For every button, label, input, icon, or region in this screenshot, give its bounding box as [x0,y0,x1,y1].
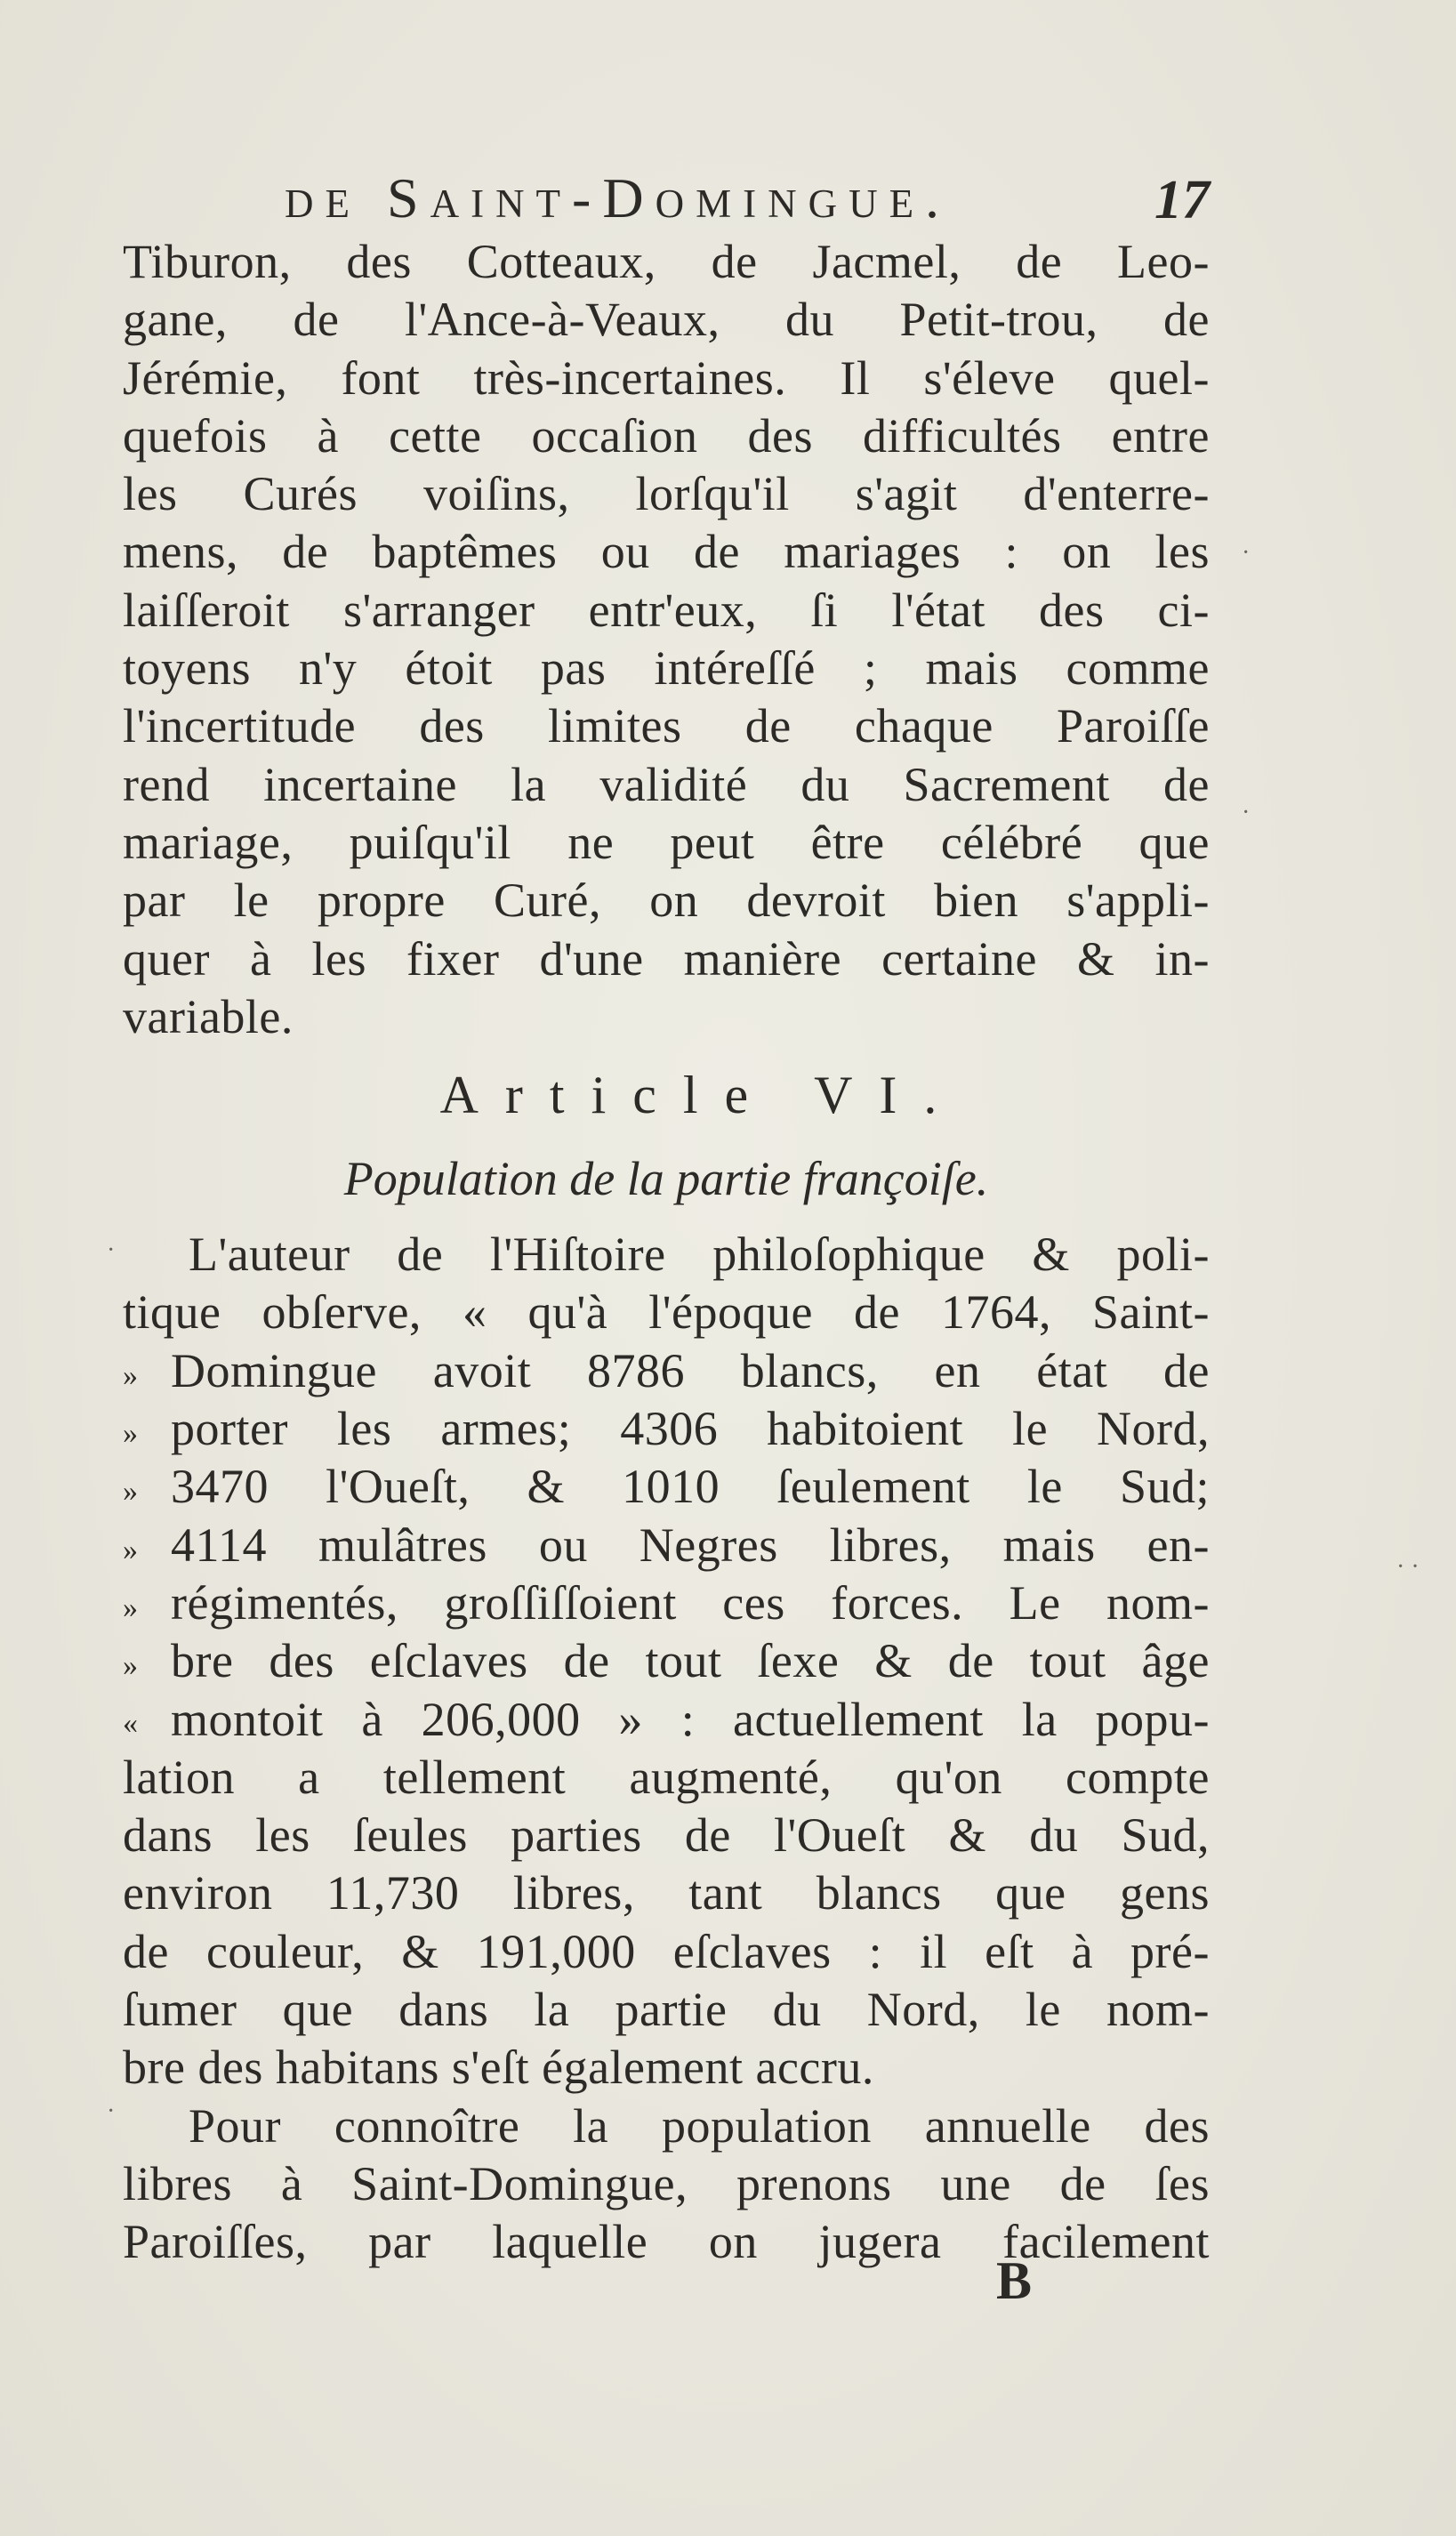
text-line-content: bre des eſclaves de tout ſexe & de tout âge [171,1634,1210,1688]
text-line: l'incertitude des limites de chaque Paroiſſe [123,699,1210,753]
text-line: Pour connoître la population annuelle des [189,2098,1210,2153]
text-line: lation a tellement augmenté, qu'on compte [123,1750,1210,1804]
text-line: par le propre Curé, on devroit bien s'appli- [123,874,1210,928]
quote-mark: » [123,1358,139,1392]
quote-mark: » [123,1475,139,1509]
text-line: L'auteur de l'Hiſtoire philoſophique & poli- [189,1228,1210,1282]
quote-mark: » [123,1649,139,1683]
signature-mark: B [996,2251,1033,2310]
text-line-content: porter les armes; 4306 habitoient le Nord, [171,1402,1210,1456]
text-line-content: 3470 l'Oueſt, & 1010 ſeulement le Sud; [171,1460,1210,1514]
text-line [123,1632,1210,1690]
text-line: les Curés voiſins, lorſqu'il s'agit d'enterre- [123,467,1210,521]
text-line: gane, de l'Ance-à-Veaux, du Petit-trou, de [123,293,1210,347]
text-line: mariage, puiſqu'il ne peut être célébré que [123,815,1210,869]
text-line-content: montoit à 206,000 » : actuellement la popu- [171,1692,1210,1746]
text-line: laiſſeroit s'arranger entr'eux, ſi l'état des ci- [123,583,1210,637]
running-head-title: de Saint-Domingue. [285,166,952,229]
text-line-content: 4114 mulâtres ou Negres libres, mais en- [171,1518,1210,1572]
quote-mark: » [123,1533,139,1566]
text-line-content: Domingue avoit 8786 blancs, en état de [171,1343,1210,1397]
stray-mark: · [107,2097,116,2125]
text-line: dans les ſeules parties de l'Oueſt & du Sud, [123,1808,1210,1863]
text-line [123,1691,1210,1749]
article-subtitle: Population de la partie françoiſe. [343,1152,989,1206]
text-line: ſumer que dans la partie du Nord, le nom- [123,1983,1210,2037]
text-line [123,1400,1210,1458]
text-line: toyens n'y étoit pas intéreſſé ; mais comme [123,641,1210,696]
running-header [285,165,1210,237]
text-line [123,1342,1210,1400]
text-line: quefois à cette occaſion des difficultés entre [123,408,1210,463]
text-line: mens, de baptêmes ou de mariages : on les [123,525,1210,579]
text-line [123,1458,1210,1516]
quote-mark: » [123,1417,139,1450]
text-line: tique obſerve, « qu'à l'époque de 1764, Saint- [123,1285,1210,1340]
text-line: de couleur, & 191,000 eſclaves : il eſt à pré- [123,1924,1210,1978]
quote-mark: » [123,1590,139,1624]
text-line [123,1517,1210,1574]
text-line: variable. [123,989,294,1043]
quote-mark: « [123,1707,139,1741]
text-line: Tiburon, des Cotteaux, de Jacmel, de Leo- [123,235,1210,288]
text-line: rend incertaine la validité du Sacrement de [123,757,1210,811]
text-line-content: régimentés, groſſiſſoient ces forces. Le nom- [171,1575,1210,1630]
stray-mark: · [1242,799,1251,826]
page-number: 17 [1154,170,1210,230]
text-line: bre des habitans s'eſt également accru. [123,2041,874,2095]
text-line: quer à les fixer d'une manière certaine & in- [123,931,1210,986]
text-line: libres à Saint-Domingue, prenons une de ſes [123,2156,1210,2210]
stray-mark: · [107,1236,116,1264]
text-line: Paroiſſes, par laquelle on jugera facilement [123,2215,1210,2269]
text-line: environ 11,730 libres, tant blancs que gens [123,1866,1210,1920]
article-heading: Article VI. [439,1066,964,1125]
text-line: Jérémie, font très-incertaines. Il s'éleve quel- [123,350,1210,405]
stray-mark: · · [1396,1553,1420,1581]
text-line [123,1574,1210,1632]
body-text [123,233,1210,2272]
stray-mark: · [1242,539,1251,567]
